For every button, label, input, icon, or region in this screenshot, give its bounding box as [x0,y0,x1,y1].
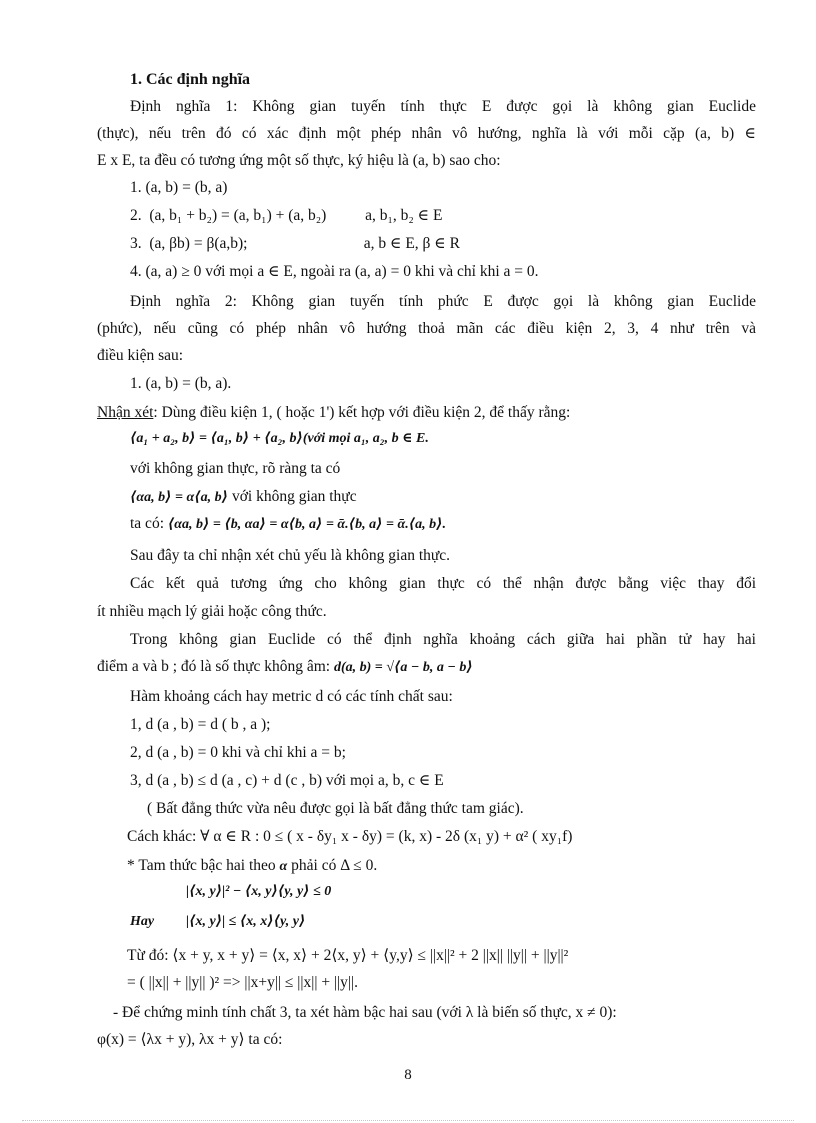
formula-conjugate: ⟨αa, b⟩ = ⟨b, αa⟩ = α⟨b, a⟩ = ᾱ.⟨b, a⟩ = ᾱ.⟨a, b⟩. [167,517,446,532]
formula-inequality-1: |⟨x, y⟩|² − ⟨x, y⟩⟨y, y⟩ ≤ 0 [186,884,332,899]
real-space-remark: Sau đây ta chỉ nhận xét chủ yếu là không gian thực. [130,547,451,564]
condition-1-complex: 1. (a, b) = (b, a). [130,375,232,392]
results-line-2: ít nhiều mạch lý giải hoặc công thức. [97,603,327,620]
formula-inequality-2: |⟨x, y⟩| ≤ ⟨x, x⟩⟨y, y⟩ [186,914,306,929]
property-3-proof-line-1: - Để chứng minh tính chất 3, ta xét hàm bậc hai sau (với λ là biến số thực, x ≠ 0): [113,1004,617,1021]
section-heading: 1. Các định nghĩa [130,71,251,88]
ta-co-label: ta có: [130,515,164,532]
quadratic-discriminant-line [127,856,377,877]
metric-property-1: 1, d (a , b) = d ( b , a ); [130,716,271,733]
distance-line-2 [97,657,473,678]
remark-label: Nhận xét [97,404,154,421]
formula-homogeneity-line [130,487,357,508]
remark-line [97,403,570,423]
real-space-label: với không gian thực [231,488,357,505]
footer-divider [22,1120,794,1121]
results-line-1: Các kết quả tương ứng cho không gian thực có thể nhận được bằng việc thay đổi [130,575,756,592]
quadratic-text: * Tam thức bậc hai theo [127,857,276,874]
distance-text: điểm a và b ; đó là số thực không âm: [97,658,331,675]
definition-2-line-2: (phức), nếu cũng có phép nhân vô hướng thoả mãn các điều kiện 2, 3, 4 như trên và [97,320,756,337]
formula-conjugate-line [130,514,446,535]
alternative-proof: Cách khác: ∀ α ∈ R : 0 ≤ ( x - δy₁ x - δy) = (k, x) - 2δ (x₁ y) + α² ( xy₁f) [127,828,573,845]
discriminant-text: phải có Δ ≤ 0. [291,857,378,874]
axiom-4: 4. (a, a) ≥ 0 với mọi a ∈ E, ngoài ra (a, a) = 0 khi và chỉ khi a = 0. [130,263,539,280]
axiom-1: 1. (a, b) = (b, a) [130,179,228,196]
formula-distance: d(a, b) = √⟨a − b, a − b⟩ [333,660,473,675]
metric-intro: Hàm khoảng cách hay metric d có các tính chất sau: [130,688,453,705]
definition-1-line-3: E x E, ta đều có tương ứng một số thực, ký hiệu là (a, b) sao cho: [97,152,501,169]
metric-property-2: 2, d (a , b) = 0 khi và chỉ khi a = b; [130,744,346,761]
formula-additivity: ⟨a₁ + a₂, b⟩ = ⟨a₁, b⟩ + ⟨a₂, b⟩(với mọi a₁, a₂, b ∈ E. [130,431,429,446]
triangle-inequality-note: ( Bất đẳng thức vừa nêu được gọi là bất đẳng thức tam giác). [147,800,524,817]
remark-colon: : [153,404,158,421]
property-3-proof-line-2: φ(x) = ⟨λx + y), λx + y⟩ ta có: [97,1031,283,1048]
norm-derivation-2: = ( ||x|| + ||y|| )² => ||x+y|| ≤ ||x|| + ||y||. [127,974,358,991]
definition-1-line-1: Định nghĩa 1: Không gian tuyến tính thực E được gọi là không gian Euclide [130,98,756,115]
formula-homogeneity: ⟨αa, b⟩ = α⟨a, b⟩ [130,490,229,505]
real-space-note: với không gian thực, rõ ràng ta có [130,460,341,477]
hay-label: Hay [130,914,155,929]
alpha-symbol: α [279,859,288,874]
axiom-2: 2. (a, b₁ + b₂) = (a, b₁) + (a, b₂) a, b₁, b₂ ∈ E [130,207,443,224]
definition-2-line-3: điều kiện sau: [97,347,184,364]
distance-line-1: Trong không gian Euclide có thể định nghĩa khoảng cách giữa hai phần tử hay hai [130,631,756,648]
axiom-3: 3. (a, βb) = β(a,b); a, b ∈ E, β ∈ R [130,235,460,252]
definition-2-line-1: Định nghĩa 2: Không gian tuyến tính phức E được gọi là không gian Euclide [130,293,756,310]
norm-derivation-1: Từ đó: ⟨x + y, x + y⟩ = ⟨x, x⟩ + 2⟨x, y⟩ + ⟨y,y⟩ ≤ ||x||² + 2 ||x|| ||y|| + ||y||² [127,947,569,964]
page-number: 8 [404,1067,412,1083]
metric-property-3: 3, d (a , b) ≤ d (a , c) + d (c , b) với mọi a, b, c ∈ E [130,772,444,789]
formula-inequality-2-line [130,911,305,932]
definition-1-line-2: (thực), nếu trên đó có xác định một phép nhân vô hướng, nghĩa là với mỗi cặp (a, b) ∈ [97,125,756,142]
remark-text: Dùng điều kiện 1, ( hoặc 1') kết hợp với điều kiện 2, để thấy rằng: [161,404,571,421]
